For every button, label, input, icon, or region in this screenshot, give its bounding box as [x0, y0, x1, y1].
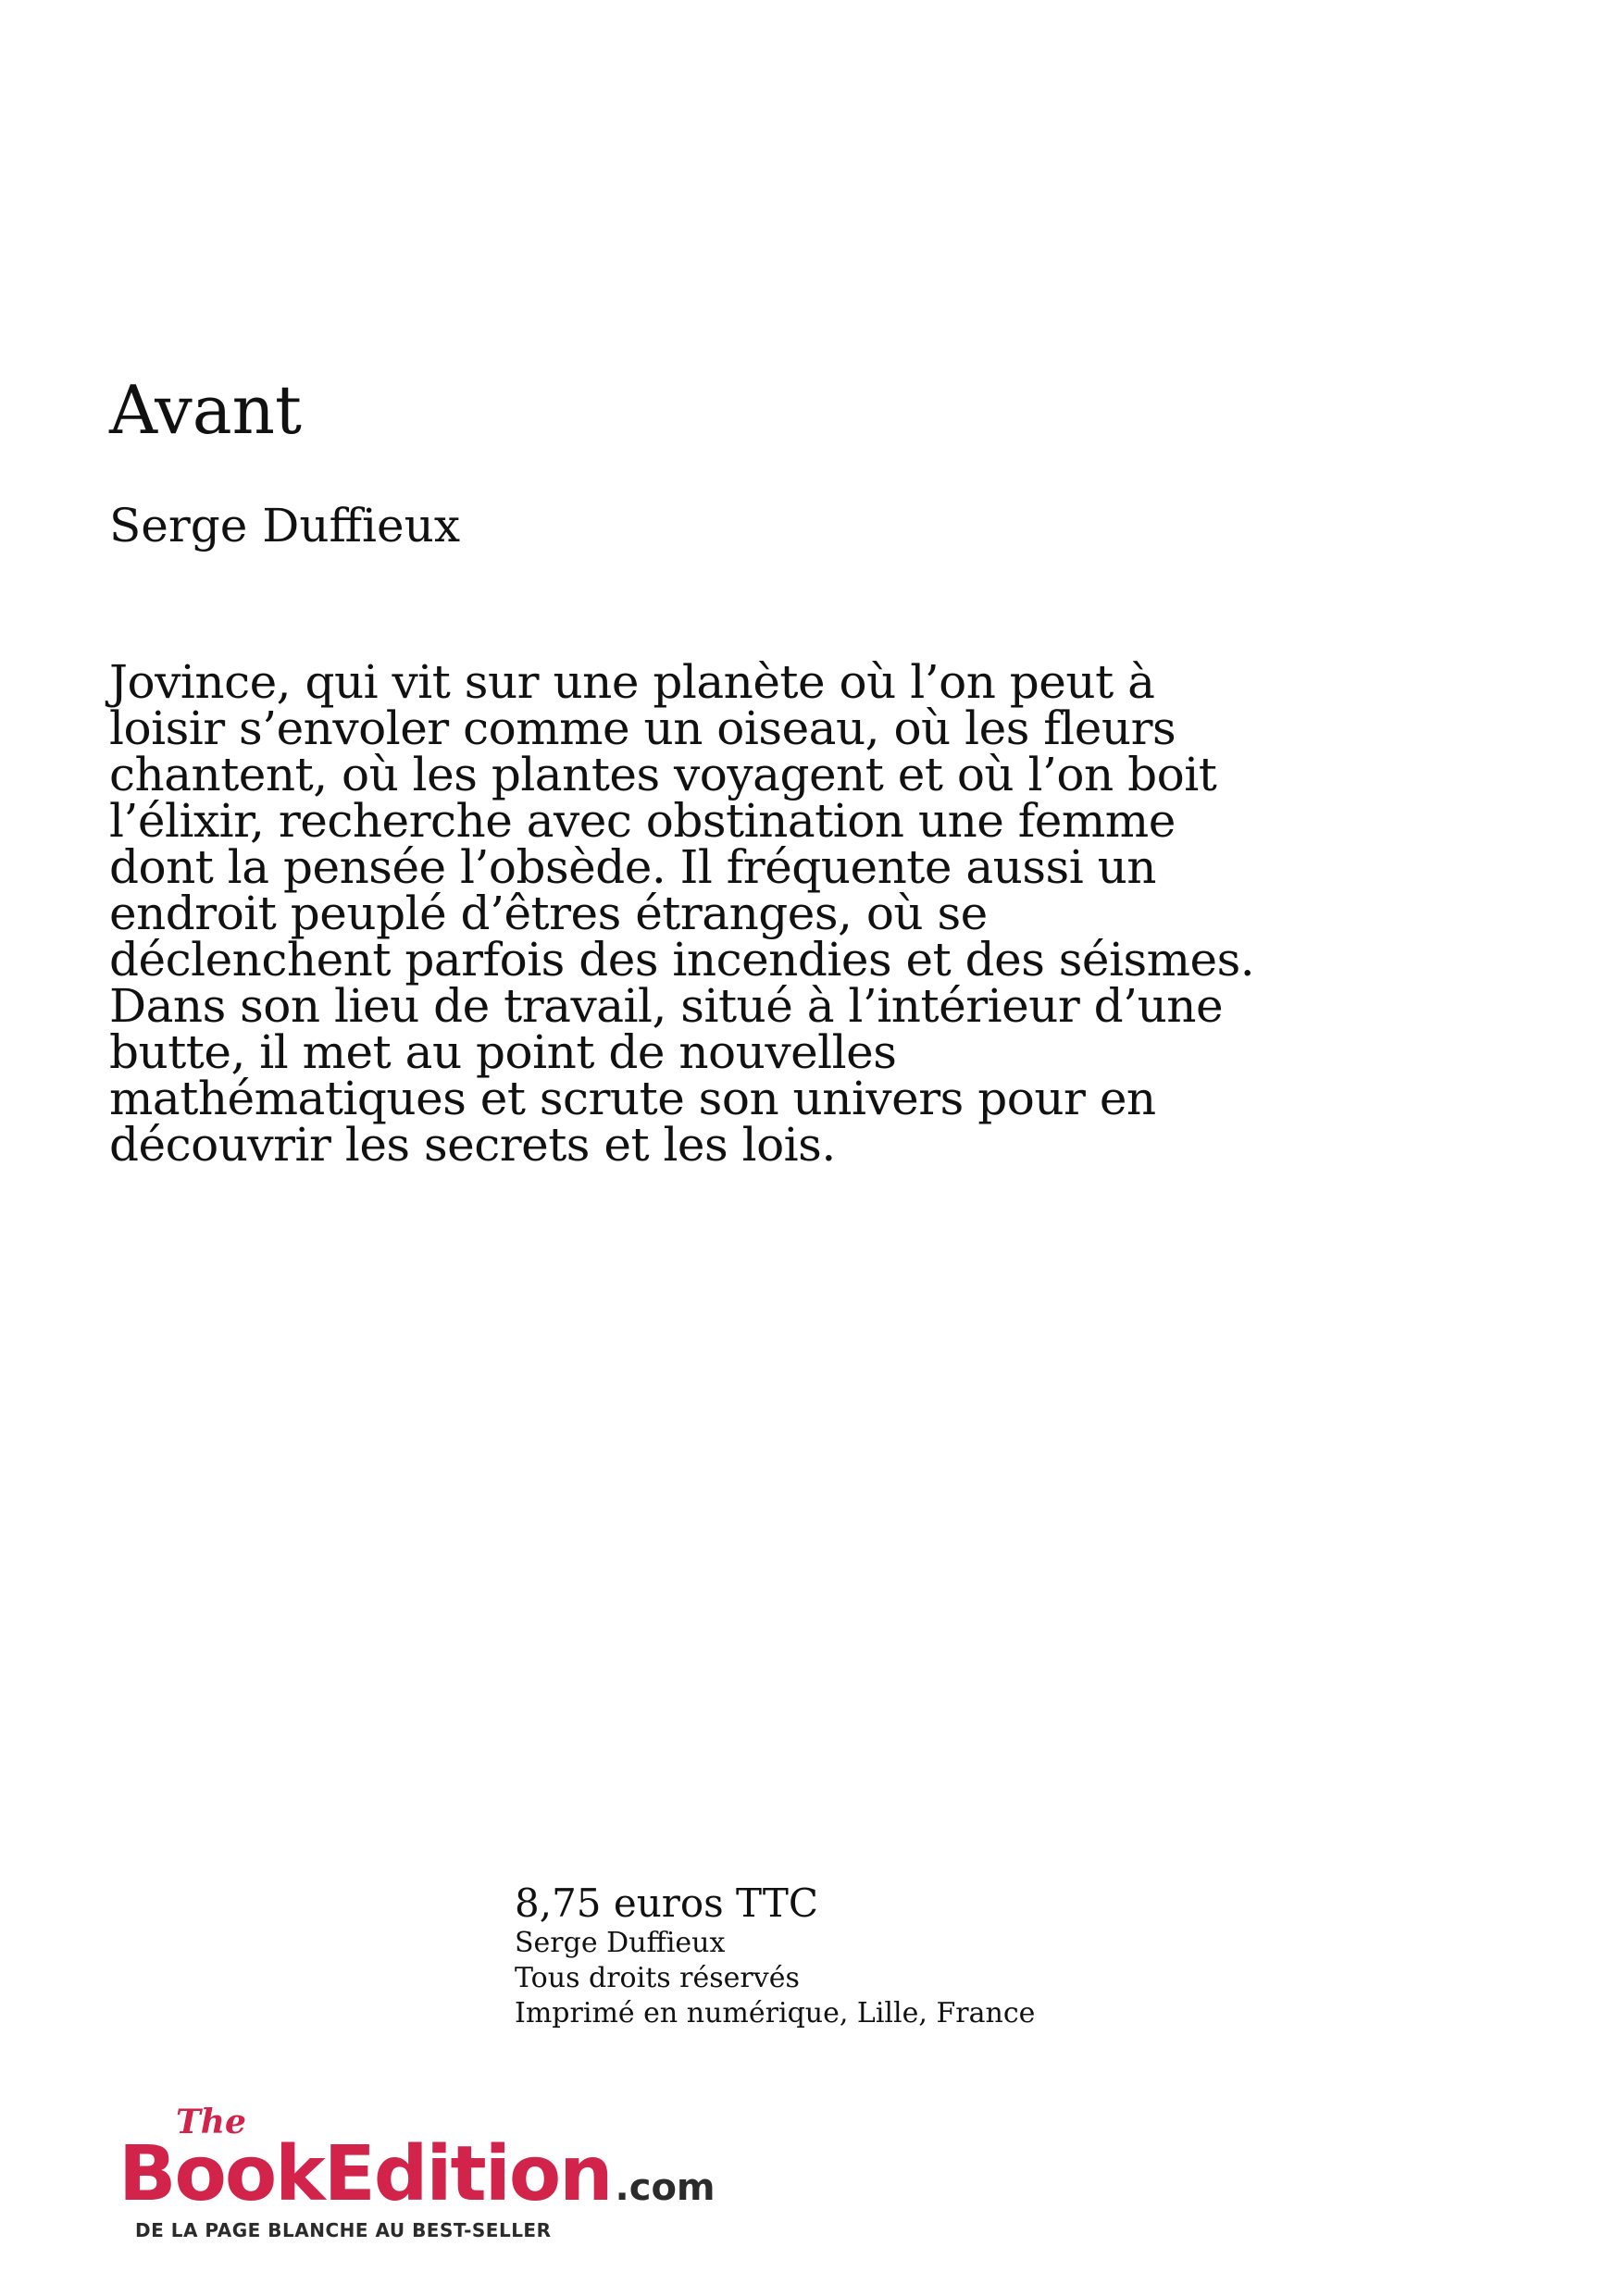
print-notice: Imprimé en numérique, Lille, France: [515, 1997, 1036, 2029]
colophon-author: Serge Duffieux: [515, 1927, 726, 1959]
colophon: [515, 1881, 1035, 2031]
price: 8,75 euros TTC: [515, 1880, 818, 1926]
publisher-logo: [118, 2103, 716, 2241]
logo-brand-name: BookEdition: [118, 2130, 612, 2218]
logo-the: The: [176, 2103, 246, 2141]
logo-domain: .com: [615, 2166, 716, 2209]
rights-notice: Tous droits réservés: [515, 1962, 800, 1994]
book-summary: Jovince, qui vit sur une planète où l’on peut à loisir s’envoler comme un oiseau, où les fleurs chantent, où les plantes voyagent et où l’on boit l’élixir, recherche avec obstination une femme dont la pensée l’obsède. Il fréquente aussi un endroit peuplé d’êtres étranges, où se déclenchent parfois des incendies et des séismes. Dans son lieu de travail, situé à l’intérieur d’une butte, il met au point de nouvelles mathématiques et scrute son univers pour en découvrir les secrets et les lois.: [109, 655, 1255, 1172]
logo-brand: [118, 2130, 716, 2218]
book-author: Serge Duffieux: [109, 499, 461, 552]
logo-tagline: DE LA PAGE BLANCHE AU BEST-SELLER: [135, 2219, 552, 2241]
book-title: Avant: [109, 371, 302, 449]
